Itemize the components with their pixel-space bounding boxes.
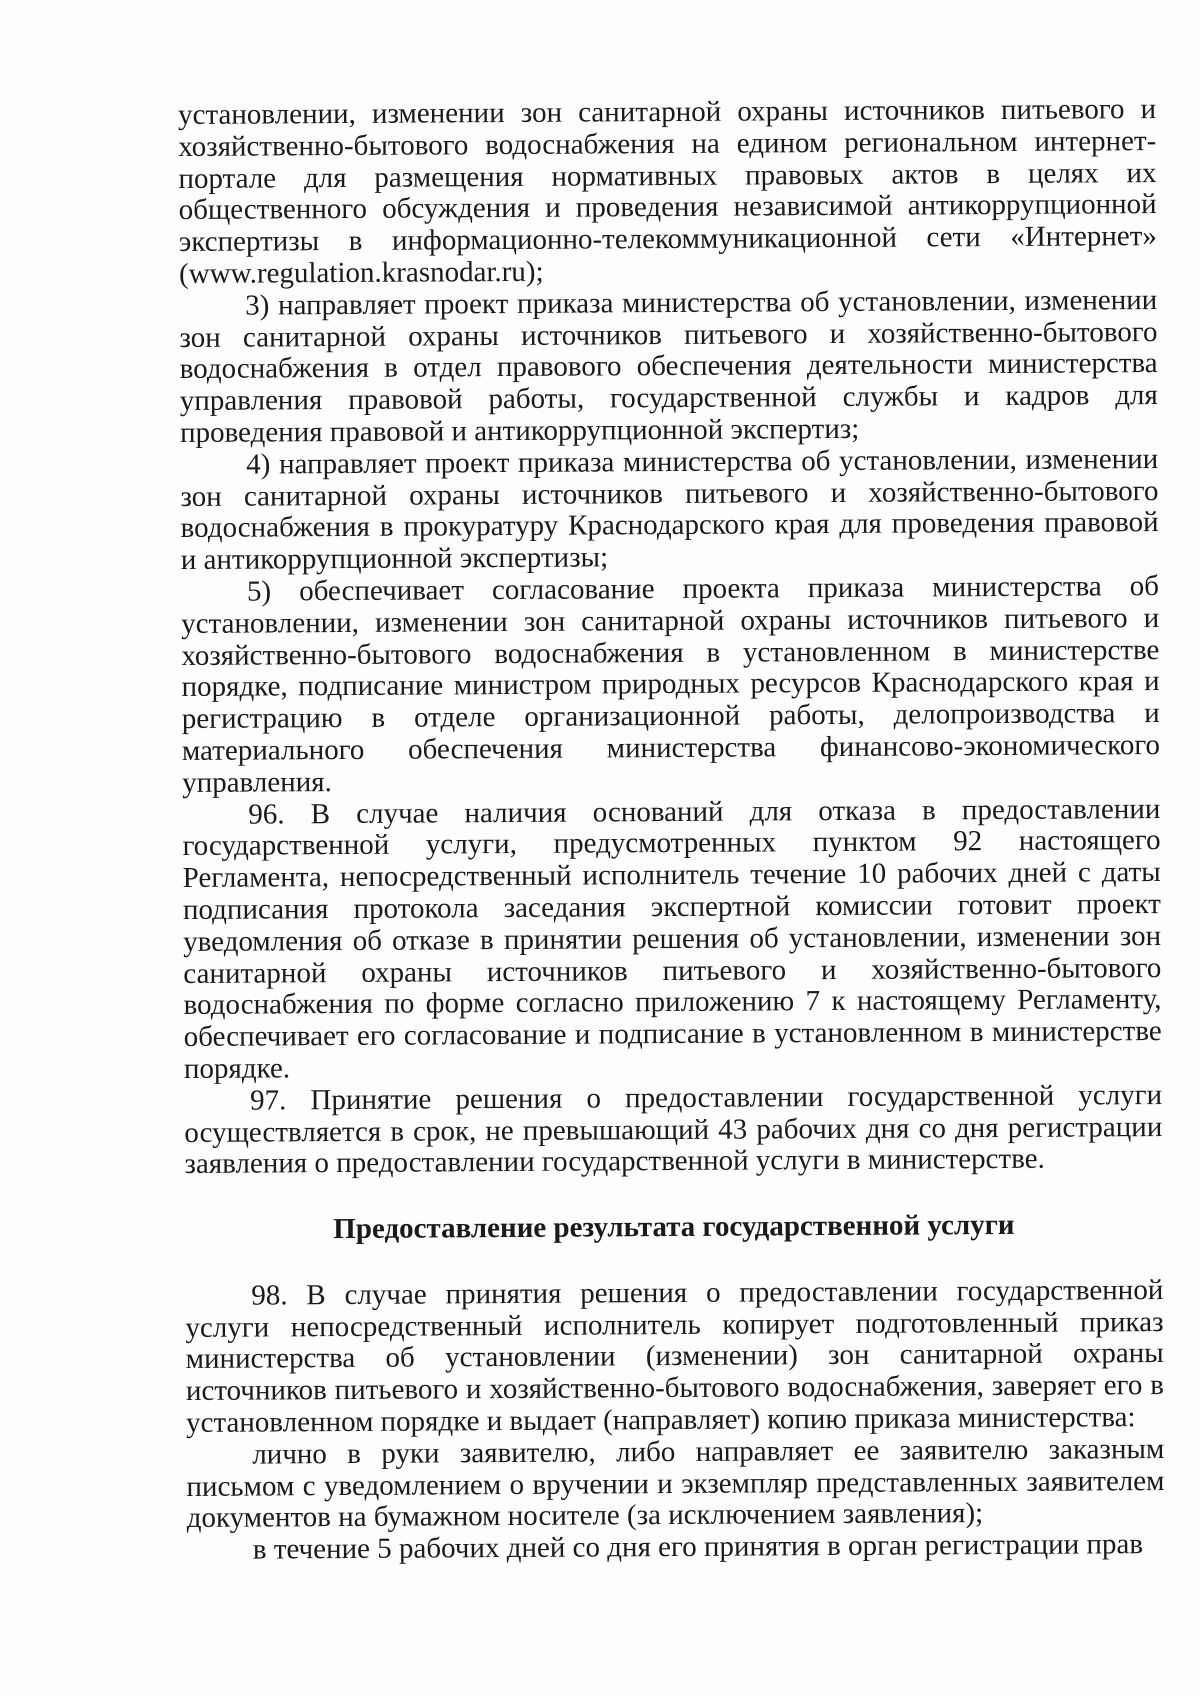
paragraph-item-4: 4) направляет проект приказа министерства об установлении, изменении зон санитарной охраны источников питьевого и хозяйственно-бытового водоснабжения в прокуратуру Краснодарского края для проведения правовой и антикоррупционной экспертизы;	[180, 442, 1159, 577]
document-body	[178, 94, 1165, 1567]
paragraph-personally: лично в руки заявителю, либо направляет ее заявителю заказным письмом с уведомлением о вручении и экземпляр представленных заявителем документов на бумажном носителе (за исключением заявления);	[186, 1432, 1165, 1535]
paragraph-continuation: установлении, изменении зон санитарной охраны источников питьевого и хозяйственно-бытового водоснабжения на едином региональном интернет-портале для размещения нормативных правовых актов в целях их общественного обсуждения и проведения независимой антикоррупционной экспертизы в информационно-телекоммуникационной сети «Интернет» (www.regulation.krasnodar.ru);	[177, 93, 1157, 290]
paragraph-98: 98. В случае принятия решения о предоставлении государственной услуги непосредственный исполнитель копирует подготовленный приказ министерства об установлении (изменении) зон санитарной охраны источников питьевого и хозяйственно-бытового водоснабжения, заверяет его в установленном порядке и выдает (направляет) копию приказа министерства:	[185, 1273, 1164, 1440]
paragraph-97: 97. Принятие решения о предоставлении государственной услуги осуществляется в срок, не превышающий 43 рабочих дня со дня регистрации заявления о предоставлении государственной услуги в министерстве.	[184, 1078, 1163, 1181]
paragraph-item-5: 5) обеспечивает согласование проекта приказа министерства об установлении, изменении зон санитарной охраны источников питьевого и хозяйственно-бытового водоснабжения в установленном в министерстве порядке, подписание министром природных ресурсов Краснодарского края и регистрацию в отделе организационной работы, делопроизводства и материального обеспечения министерства финансово-экономического управления.	[181, 569, 1161, 799]
paragraph-96: 96. В случае наличия оснований для отказа в предоставлении государственной услуги, предусмотренных пунктом 92 настоящего Регламента, непосредственный исполнитель течение 10 рабочих дней с даты подписания протокола заседания экспертной комиссии готовит проект уведомления об отказе в принятии решения об установлении, изменении зон санитарной охраны источников питьевого и хозяйственно-бытового водоснабжения по форме согласно приложению 7 к настоящему Регламенту, обеспечивает его согласование и подписание в установленном в министерстве порядке.	[182, 792, 1162, 1085]
section-heading: Предоставление результата государственной услуги	[333, 1209, 1015, 1246]
paragraph-within-5-days: в течение 5 рабочих дней со дня его принятия в орган регистрации прав	[252, 1528, 1144, 1566]
paragraph-item-3: 3) направляет проект приказа министерства об установлении, изменении зон санитарной охраны источников питьевого и хозяйственно-бытового водоснабжения в отдел правового обеспечения деятельности министерства управления правовой работы, государственной службы и кадров для проведения правовой и антикоррупционной экспертиз;	[179, 283, 1158, 449]
